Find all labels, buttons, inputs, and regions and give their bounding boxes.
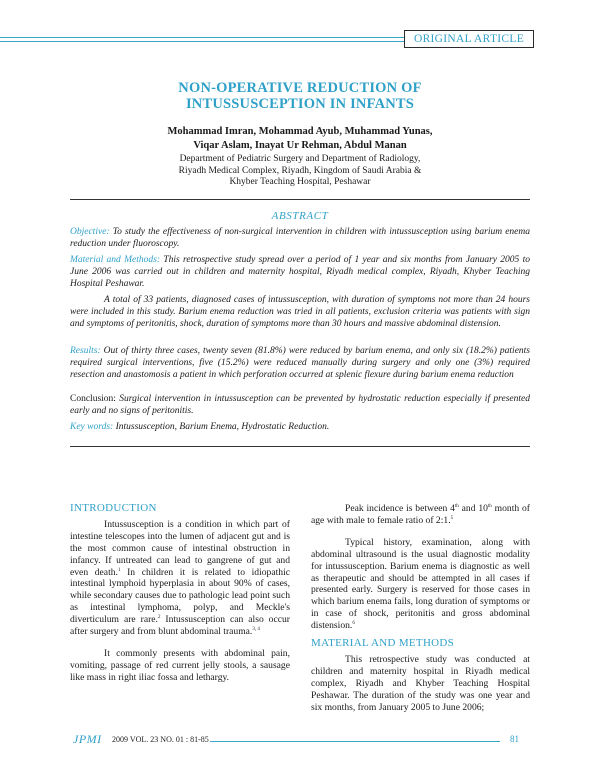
intro-p1b-text: In children it is related to idiopathic intestinal lymphoid hyperplasia in about 90% of cases, while secondary causes due to pathologic lead point such as intestinal lymphoma, polyp, and Meckle's diverticulum are rare. bbox=[70, 566, 291, 626]
abstract-methods-2: A total of 33 patients, diagnosed cases of intussusception, with duration of symptoms not more than 24 hours were included in this study. Barium enema reduction was tried in all patients, exclusion criteria was patients with sign and symptoms of peritonitis, shock, duration of symptoms more than 30 hours and massive abdominal distension. bbox=[70, 295, 530, 329]
ref-6: 6 bbox=[352, 620, 355, 626]
title-line-2: INTUSSUSCEPTION IN INFANTS bbox=[185, 96, 415, 112]
authors-line-1: Mohammad Imran, Mohammad Ayub, Muhammad Yunas, bbox=[167, 126, 433, 137]
header-rule-top bbox=[0, 37, 404, 38]
abstract-rule-bottom bbox=[70, 446, 530, 447]
methods-label: Material and Methods: bbox=[70, 255, 161, 265]
abstract-results bbox=[70, 346, 530, 381]
ref-1: 1 bbox=[117, 567, 121, 573]
article-title bbox=[0, 80, 600, 112]
abstract-heading: ABSTRACT bbox=[271, 210, 329, 222]
abstract-rule-top bbox=[70, 199, 530, 200]
methods-heading: MATERIAL AND METHODS bbox=[311, 637, 455, 650]
abstract-conclusion bbox=[70, 394, 530, 418]
right-paragraph-1 bbox=[311, 503, 530, 527]
left-column bbox=[70, 503, 290, 684]
results-label: Results: bbox=[70, 346, 101, 356]
sup-th-2: th bbox=[487, 503, 492, 509]
article-type-label: ORIGINAL ARTICLE bbox=[413, 33, 525, 45]
abstract-keywords bbox=[70, 422, 530, 434]
ref-5: 5 bbox=[450, 515, 454, 521]
keywords-text: Intussusception, Barium Enema, Hydrostatic Reduction. bbox=[115, 422, 330, 432]
right-paragraph-2 bbox=[311, 537, 530, 632]
intro-paragraph-2: It commonly presents with abdominal pain, vomiting, passage of red current jelly stools, a sausage like mass in right iliac fossa and lethargy. bbox=[70, 647, 290, 683]
page-footer bbox=[0, 732, 600, 752]
author-list bbox=[0, 125, 600, 152]
right-p1a: Peak incidence is between 4 bbox=[345, 503, 455, 514]
affiliation-line-2: Riyadh Medical Complex, Riyadh, Kingdom of Saudi Arabia & bbox=[178, 165, 422, 176]
journal-logo: JPMI bbox=[73, 732, 102, 746]
right-p1b: and 10 bbox=[458, 503, 488, 514]
results-text: Out of thirty three cases, twenty seven (81.8%) were reduced by barium enema, and only six (18.2%) patients required surgical interventions, five (15.2%) were reduced manually during surgery and only one (3%) required resection and anastomosis a patient in which perforation occurred at splenic flexure during barium enema reduction bbox=[70, 346, 530, 380]
conclusion-text: Surgical intervention in intussusception can be prevented by hydrostatic reduction especially if presented early and no signs of peritonitis. bbox=[70, 394, 531, 416]
intro-p1c-text: Intussusception can also occur after surgery and from blunt abdominal trauma. bbox=[70, 614, 290, 638]
article-type-badge bbox=[404, 30, 534, 48]
introduction-heading: INTRODUCTION bbox=[70, 502, 157, 514]
affiliation-line-3: Khyber Teaching Hospital, Peshawar bbox=[229, 177, 371, 187]
affiliation bbox=[0, 154, 600, 189]
abstract-methods bbox=[70, 255, 530, 290]
header-rule-bottom bbox=[0, 41, 404, 42]
journal-citation: 2009 VOL. 23 NO. 01 : 81-85 bbox=[112, 735, 209, 744]
ref-2: 2 bbox=[157, 614, 161, 620]
objective-text: To study the effectiveness of non-surgical intervention in children with intussusception using barium enema reduction under fluoroscopy. bbox=[70, 227, 530, 249]
intro-p1-text: Intussusception is a condition in which part of intestine telescopes into the lumen of adjacent gut and is the most common cause of intestinal obstruction in infancy. If untreated can lead to gangrene of gut and even death. bbox=[70, 518, 290, 578]
intro-paragraph-1 bbox=[70, 519, 290, 638]
right-paragraph-3: This retrospective study was conducted at children and maternity hospital in Riyadh medical complex, Riyadh and Khyber Teaching Hospital Peshawar. The duration of the study was one year and six months, from January 2005 to June 2006; bbox=[311, 653, 530, 713]
right-p2-text: Typical history, examination, along with abdominal ultrasound is the usual diagnostic modality for intussusception. Barium enema is diagnostic as well as therapeutic and should be attempted in all cases if presented early. Surgery is reserved for those cases in which barium enema fails, long duration of symptoms or in case of shock, peritonitis and gross abdominal distension. bbox=[311, 536, 530, 632]
affiliation-line-1: Department of Pediatric Surgery and Department of Radiology, bbox=[179, 154, 421, 164]
footer-rule bbox=[210, 741, 500, 742]
ref-3-4: 3, 4 bbox=[252, 626, 260, 632]
keywords-label: Key words: bbox=[70, 422, 114, 432]
abstract-objective bbox=[70, 227, 530, 251]
right-column bbox=[311, 503, 530, 714]
sup-th-1: th bbox=[454, 503, 459, 509]
right-p1c: month of age with male to female ratio of 2:1. bbox=[311, 503, 530, 526]
methods-text: This retrospective study spread over a period of 1 year and six months from January 2005 to June 2006 was carried out in children and maternity hospital, Riyadh medical complex, Riyadh, Khyber Teaching Hospital Peshawar. bbox=[70, 255, 531, 289]
authors-line-2: Viqar Aslam, Inayat Ur Rehman, Abdul Manan bbox=[193, 139, 407, 151]
title-line-1: NON-OPERATIVE REDUCTION OF bbox=[178, 80, 422, 96]
objective-label: Objective: bbox=[70, 227, 110, 237]
page-number: 81 bbox=[510, 734, 519, 744]
conclusion-label: Conclusion: bbox=[70, 394, 116, 404]
